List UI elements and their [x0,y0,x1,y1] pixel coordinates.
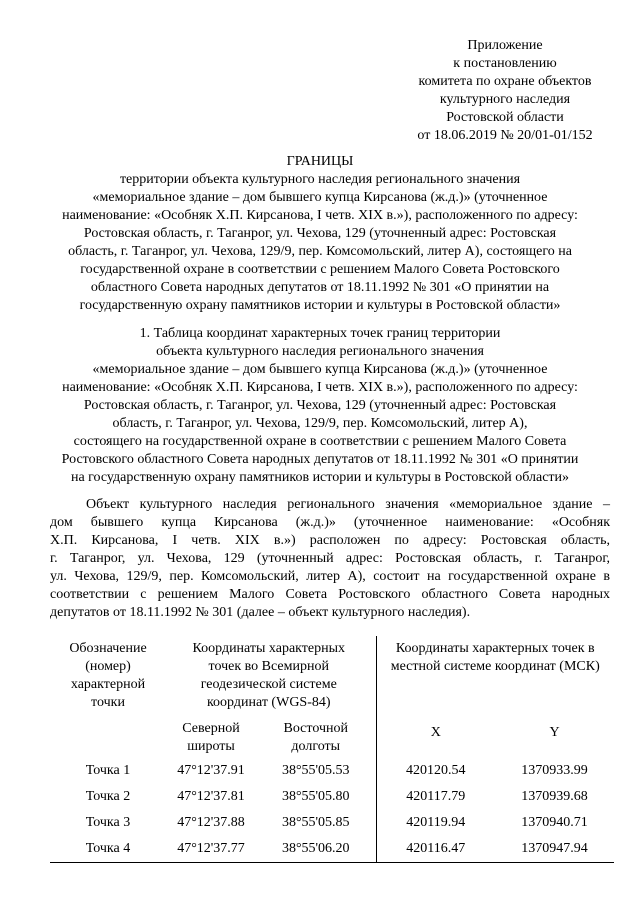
subheader-x: X [430,725,441,740]
coordinates-table [50,636,614,863]
cell-east: 38°55'05.53 [256,760,376,786]
heading-line: территории объекта культурного наследия регионального значения [119,172,521,187]
cell-north: 47°12'37.77 [166,838,256,863]
paragraph-line: соответствии с решением Малого Совета Ростовского областного Совета народных [50,587,610,602]
body-paragraph [50,496,610,622]
section-line: 1. Таблица координат характерных точек границ территории [139,326,501,341]
appendix-line: Ростовской области [446,110,564,125]
paragraph-line: Х.П. Кирсанова, I четв. XIX в.») расположен по адресу: Ростовская область, [50,533,610,548]
cell-point: Точка 2 [85,789,131,804]
appendix-line: Приложение [467,38,543,53]
cell-point: Точка 4 [50,838,166,863]
section-line: «мемориальное здание – дом бывшего купца Кирсанова (ж.д.)» (уточненное [92,362,548,377]
paragraph-line: дом бывшего купца Кирсанова (ж.д.)» (уточненное наименование: «Особняк [50,515,610,530]
cell-north: 47°12'37.91 [177,763,245,778]
appendix-line: от 18.06.2019 № 20/01-01/152 [417,128,593,143]
paragraph-line: депутатов от 18.11.1992 № 301 (далее – объект культурного наследия). [50,605,471,620]
section-1-heading [0,325,640,487]
appendix-line: к постановлению [453,56,557,71]
header-msk: Координаты характерных точек в местной системе координат (МСК) [390,641,600,674]
heading-line: государственную охрану памятников истории и культуры в Ростовской области» [79,298,561,313]
table-row [50,812,614,838]
paragraph-line: г. Таганрог, ул. Чехова, 129 (уточненный адрес: Ростовская область, г. Таганрог, [50,551,610,566]
cell-point: Точка 1 [85,763,131,778]
heading-title: ГРАНИЦЫ [286,154,354,169]
cell-y: 1370933.99 [521,763,588,778]
cell-x: 420120.54 [406,763,466,778]
cell-east: 38°55'05.85 [256,812,376,838]
section-line: на государственную охрану памятников истории и культуры в Ростовской области» [70,470,570,485]
subheader-y: Y [549,725,560,740]
section-line: область, г. Таганрог, ул. Чехова, 129/9, пер. Комсомольский, литер А), [112,416,528,431]
subheader-east: Восточной долготы [256,720,376,760]
heading-line: область, г. Таганрог, ул. Чехова, 129/9, пер. Комсомольский, литер А), состоящего на [68,244,572,259]
boundaries-heading [0,153,640,315]
heading-line: областного Совета народных депутатов от 18.11.1992 № 301 «О принятии на [90,280,550,295]
subheader-north: Северной широты [182,721,240,754]
section-line: состоящего на государственной охране в соответствии с решением Малого Совета [73,434,567,449]
cell-x: 420117.79 [406,789,466,804]
appendix-line: культурного наследия [439,92,571,107]
cell-y: 1370939.68 [521,789,588,804]
cell-y: 1370947.94 [495,838,614,863]
heading-line: государственной охране в соответствии с решением Малого Совета Ростовского [80,262,560,277]
heading-line: Ростовская область, г. Таганрог, ул. Чехова, 129 (уточненный адрес: Ростовская [83,226,557,241]
cell-x: 420119.94 [406,815,466,830]
heading-line: «мемориальное здание – дом бывшего купца Кирсанова (ж.д.)» (уточненное [92,190,548,205]
cell-north: 47°12'37.88 [177,815,245,830]
heading-line: наименование: «Особняк Х.П. Кирсанова, I четв. XIX в.»), расположенного по адресу: [62,208,578,223]
appendix-line: комитета по охране объектов [418,74,592,89]
table-row [50,760,614,786]
table-row [50,786,614,812]
cell-north: 47°12'37.81 [177,789,245,804]
section-line: наименование: «Особняк Х.П. Кирсанова, I четв. XIX в.»), расположенного по адресу: [62,380,578,395]
cell-east: 38°55'05.80 [256,786,376,812]
header-designation: Обозначение (номер) характерной точки [69,641,147,710]
section-line: Ростовская область, г. Таганрог, ул. Чехова, 129 (уточненный адрес: Ростовская [83,398,557,413]
table-header-row [50,636,614,720]
paragraph-line: ул. Чехова, 129/9, пер. Комсомольский, литер А), состоит на государственной охране в [50,569,610,584]
cell-x: 420116.47 [376,838,495,863]
section-line: объекта культурного наследия регионального значения [156,344,484,359]
paragraph-line: Объект культурного наследия регионального значения «мемориальное здание – [86,497,610,512]
section-line: Ростовского областного Совета народных депутатов от 18.11.1992 № 301 «О принятии [61,452,579,467]
cell-east: 38°55'06.20 [256,838,376,863]
cell-point: Точка 3 [85,815,131,830]
cell-y: 1370940.71 [521,815,588,830]
header-wgs: Координаты характерных точек во Всемирной геодезической системе координат (WGS-84) [166,636,376,720]
table-row [50,838,614,863]
